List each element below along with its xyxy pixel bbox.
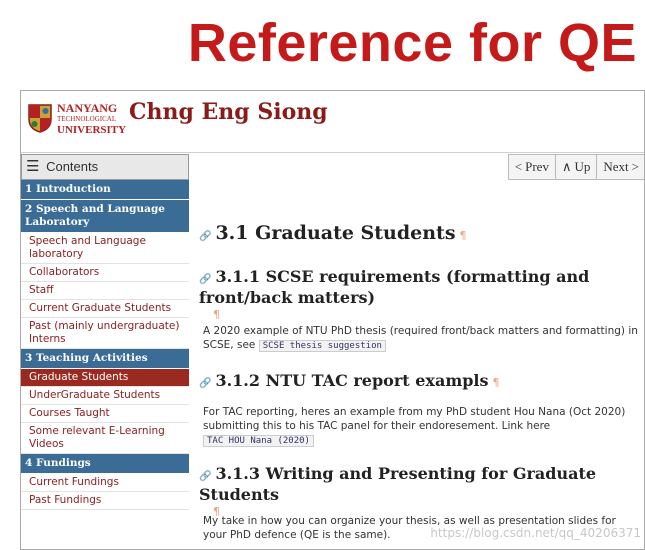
university-crest-icon [27,103,53,133]
sidebar-toc [21,180,189,550]
chevron-right-icon: > [631,159,639,174]
chevron-left-icon: < [514,159,523,174]
tac-hou-nana-link[interactable]: TAC HOU Nana (2020) [203,435,314,447]
pilcrow-icon[interactable]: ¶ [492,376,500,389]
next-label: Next [603,159,629,174]
toc-item-staff[interactable]: Staff [21,282,189,300]
logo-line-3: UNIVERSITY [57,124,127,136]
toc-item-current-fundings[interactable]: Current Fundings [21,474,189,492]
page-heading: 3.1 Graduate Students [215,222,456,244]
scse-thesis-suggestion-link[interactable]: SCSE thesis suggestion [259,340,386,352]
toc-section-teaching-activities[interactable]: 3 Teaching Activities [21,349,189,369]
paragraph-text: For TAC reporting, heres an example from my PhD student Hou Nana (Oct 2020) submitting this to his TAC panel for their endoresement. Link here [203,406,626,432]
toc-item-courses-taught[interactable]: Courses Taught [21,405,189,423]
main-content [199,180,645,550]
heading-writing-presenting-row [199,463,639,518]
browser-frame [20,90,645,550]
contents-label: Contents [46,159,99,174]
watermark: https://blog.csdn.net/qq_40206371 [430,526,641,540]
section-heading-scse-requirements: 3.1.1 SCSE requirements (formatting and front/back matters) [199,267,590,307]
logo-line-2: TECHNOLOGICAL [57,115,117,123]
page-navigation [509,154,645,180]
logo-line-1: NANYANG [57,101,118,115]
logo-text [57,103,126,136]
section-heading-writing-presenting: 3.1.3 Writing and Presenting for Graduate Students [199,464,597,504]
contents-toggle-button[interactable] [21,154,189,180]
toc-item-collaborators[interactable]: Collaborators [21,264,189,282]
toc-section-introduction[interactable]: 1 Introduction [21,180,189,200]
anchor-link-icon[interactable]: 🔗 [199,231,212,242]
pilcrow-icon[interactable]: ¶ [213,308,220,321]
toc-section-fundings[interactable]: 4 Fundings [21,454,189,474]
anchor-link-icon[interactable]: 🔗 [199,378,212,389]
heading-scse-requirements-row [199,266,639,321]
next-button[interactable] [596,154,645,180]
pilcrow-icon[interactable]: ¶ [213,505,220,518]
toolbar [21,154,645,180]
paragraph-scse-requirements [203,324,641,353]
site-name[interactable]: Chng Eng Siong [129,99,328,125]
pilcrow-icon[interactable]: ¶ [459,229,467,242]
heading-tac-report-row [199,370,500,391]
paragraph-text: A 2020 example of NTU PhD thesis (required front/back matters and formatting) in SCSE, see [203,325,638,351]
hamburger-menu-icon: ☰ [26,158,40,175]
paragraph-tac-report [203,405,641,448]
paragraph-text: My take in how you can organize your thesis, as well as presentation slides for your PhD defence (QE is the same). [203,515,616,541]
toc-item-past-fundings[interactable]: Past Fundings [21,492,189,510]
banner-title: Reference for QE [187,13,637,73]
toc-item-elearning-videos[interactable]: Some relevant E-Learning Videos [21,423,189,454]
prev-label: Prev [525,159,549,174]
toc-section-speech-language-lab[interactable]: 2 Speech and Language Laboratory [21,200,189,233]
toc-item-speech-language-laboratory[interactable]: Speech and Language laboratory [21,233,189,264]
heading-graduate-students-row [199,222,467,244]
anchor-link-icon[interactable]: 🔗 [199,274,212,285]
chevron-up-icon: ∧ [561,159,572,174]
anchor-link-icon[interactable]: 🔗 [199,471,212,482]
university-logo[interactable] [27,101,127,145]
site-header [21,91,645,153]
toc-item-graduate-students[interactable]: Graduate Students [21,369,189,387]
toc-item-undergraduate-students[interactable]: UnderGraduate Students [21,387,189,405]
up-label: Up [574,159,591,174]
prev-button[interactable] [508,154,556,180]
section-heading-tac-report: 3.1.2 NTU TAC report exampls [215,371,489,390]
toc-item-past-interns[interactable]: Past (mainly undergraduate) Interns [21,318,189,349]
up-button[interactable] [555,154,597,180]
toc-item-current-graduate-students[interactable]: Current Graduate Students [21,300,189,318]
